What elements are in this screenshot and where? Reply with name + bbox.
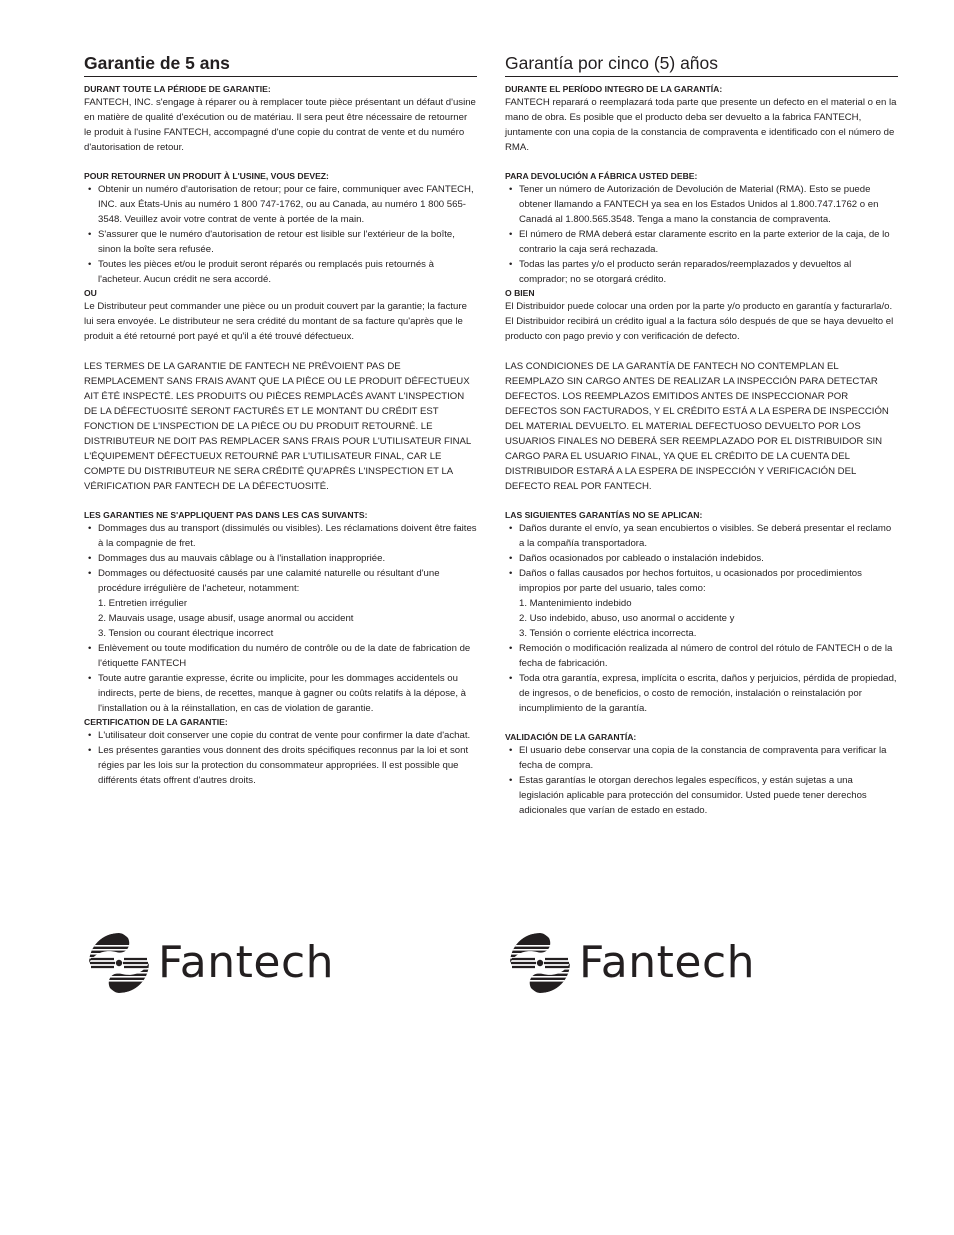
warranty-column-fr [84,52,477,788]
fantech-swirl-icon [507,932,573,994]
list-item: • Daños durante el envío, ya sean encubiertos o visibles. Se deberá presentar el reclamo a la compañía transportadora. [505,521,898,551]
numbered-sublist-es [519,596,898,641]
section-heading-period-es: DURANTE EL PERÍODO INTEGRO DE LA GARANTÍA: [505,84,723,94]
list-item: • Estas garantías le otorgan derechos legales específicos, y están sujetas a una legislación aplicable para protección del consumidor. Usted puede tener derechos adicionales que varían de estado en estado. [505,773,898,818]
list-item: • Les présentes garanties vous donnent des droits spécifiques reconnus par la loi et sont régies par les lois sur la protection du consommateur appropriées. Il est possible que différents états offrent d'autres droits. [84,743,477,788]
exclusions-list-fr [84,521,477,716]
list-item: • El usuario debe conservar una copia de la constancia de compraventa para verificar la fecha de compra. [505,743,898,773]
list-item: 2. Mauvais usage, usage abusif, usage anormal ou accident [98,613,354,624]
section-text-period-fr: FANTECH, INC. s'engage à réparer ou à remplacer toute pièce présentant un défaut d'usine en matière de qualité d'exécution ou de matériau. Il sera peut être nécessaire de retourner le produit à l'usine FANTECH, accompagné d'une copie du contrat de vente et du numéro d'autorisation de retour. [84,97,476,153]
warranty-column-es [505,52,898,818]
validation-list-es [505,743,898,818]
list-item: • Toda otra garantía, expresa, implícita o escrita, daños y perjuicios, pérdida de propiedad, de ingresos, o de beneficios, o costo de remoción, instalación o reinstalación por incumplimiento de la garantía. [505,671,898,716]
list-item: • Toute autre garantie expresse, écrite ou implicite, pour les dommages accidentels ou indirects, perte de biens, de recettes, manque à gagner ou coûts relatifs à la dépose, à l'installation ou à la réinstallation, en cas de violation de garantie. [84,671,477,716]
section-heading-return-es: PARA DEVOLUCIÓN A FÁBRICA USTED DEBE: [505,171,698,181]
list-item: • L'utilisateur doit conserver une copie du contrat de vente pour confirmer la date d'achat. [84,728,477,743]
return-list-fr [84,182,477,287]
section-text-period-es: FANTECH reparará o reemplazará toda parte que presente un defecto en el material o en la mano de obra. Es posible que el producto deba ser devuelto a la fabrica FANTECH, juntamente con una copia de la constancia de compraventa e identificado con el número de RMA. [505,97,897,153]
fantech-wordmark: Fantech [579,937,756,988]
section-text-or-es: El Distribuidor puede colocar una orden por la parte y/o producto en garantía y facturarla/o. El Distribuidor recibirá un crédito igual a la factura sólo después de que se haya devuelto el producto con pago previo y con verificación de defecto. [505,301,894,342]
list-item: • S'assurer que le numéro d'autorisation de retour est lisible sur l'extérieur de la boîte, sinon la boîte sera refusée. [84,227,477,257]
list-item: 1. Entretien irrégulier [98,598,188,609]
section-heading-validation-es: VALIDACIÓN DE LA GARANTÍA: [505,732,637,742]
terms-text-es: LAS CONDICIONES DE LA GARANTÍA DE FANTECH NO CONTEMPLAN EL REEMPLAZO SIN CARGO ANTES DE REALIZAR LA INSPECCIÓN PARA DETECTAR DEFECTOS. LOS REEMPLAZOS EMITIDOS ANTES DE INSPECCIONAR POR DEFECTOS SON FACTURADOS, Y EL CRÉDITO ESTÁ A LA ESPERA DE INSPECCIÓN DEL MATERIAL DEVUELTO. EL MATERIAL DEFECTUOSO DEVUELTO POR LOS USUARIOS FINALES NO DEBERÁ SER REEMPLAZADO POR EL DISTRIBUIDOR SIN CARGO PARA EL USUARIO FINAL, YA QUE EL CRÉDITO DE LA CUENTA DEL DISTRIBUIDOR ESTARÁ A LA ESPERA DE INSPECCIÓN Y VERIFICACIÓN DEL DEFECTO REAL POR FANTECH. [505,361,889,492]
list-item: 3. Tensión o corriente eléctrica incorrecta. [519,628,697,639]
section-heading-period-fr: DURANT TOUTE LA PÉRIODE DE GARANTIE: [84,84,271,94]
warranty-title-fr: Garantie de 5 ans [84,52,477,77]
list-item: 1. Mantenimiento indebido [519,598,632,609]
section-heading-exclusions-fr: LES GARANTIES NE S'APPLIQUENT PAS DANS LES CAS SUIVANTS: [84,510,368,520]
fantech-logo-es [507,932,755,994]
fantech-wordmark: Fantech [158,937,335,988]
warranty-title-es: Garantía por cinco (5) años [505,52,898,77]
list-item: • Toutes les pièces et/ou le produit seront réparés ou remplacés puis retournés à l'acheteur. Aucun crédit ne sera accordé. [84,257,477,287]
list-item: 3. Tension ou courant électrique incorrect [98,628,274,639]
return-list-es [505,182,898,287]
fantech-swirl-icon [86,932,152,994]
section-heading-return-fr: POUR RETOURNER UN PRODUIT À L'USINE, VOUS DEVEZ: [84,171,329,181]
section-heading-certification-fr: CERTIFICATION DE LA GARANTIE: [84,717,228,727]
list-item: • Obtenir un numéro d'autorisation de retour; pour ce faire, communiquer avec FANTECH, INC. aux États-Unis au numéro 1 800 747-1762, ou au Canada, au numéro 1 800 565-3548. Veuillez avoir votre contrat de vente à portée de la main. [84,182,477,227]
list-item: • El número de RMA deberá estar claramente escrito en la parte exterior de la caja, de lo contrario la caja será rechazada. [505,227,898,257]
certification-list-fr [84,728,477,788]
list-item: • Enlèvement ou toute modification du numéro de contrôle ou de la date de fabrication de l'étiquette FANTECH [84,641,477,671]
list-item: • Daños ocasionados por cableado o instalación indebidos. [505,551,898,566]
list-item: • Remoción o modificación realizada al número de control del rótulo de FANTECH o de la fecha de fabricación. [505,641,898,671]
section-heading-or-es: O BIEN [505,288,535,298]
numbered-sublist-fr [98,596,477,641]
list-item: • Dommages dus au transport (dissimulés ou visibles). Les réclamations doivent être faites à la compagnie de fret. [84,521,477,551]
list-item: • Dommages ou défectuosité causés par une calamité naturelle ou résultant d'une procédure irrégulière de l'acheteur, notamment: 1. Entretien irrégulier 2. Mauvais usage, usage abusif, usage anormal ou accident 3. Tension ou courant électrique incorrect [84,566,477,641]
list-item: • Todas las partes y/o el producto serán reparados/reemplazados y devueltos al comprador; no se otorgará crédito. [505,257,898,287]
list-item: • Dommages dus au mauvais câblage ou à l'installation inappropriée. [84,551,477,566]
fantech-logo-fr [86,932,334,994]
section-text-or-fr: Le Distributeur peut commander une pièce ou un produit couvert par la garantie; la facture lui sera envoyée. Le distributeur ne sera crédité du montant de sa facture qu'après que le produit a été retourné port payé et qu'il a été trouvé défectueux. [84,301,467,342]
exclusions-list-es [505,521,898,716]
section-heading-or-fr: OU [84,288,97,298]
list-item: 2. Uso indebido, abuso, uso anormal o accidente y [519,613,735,624]
section-heading-exclusions-es: LAS SIGUIENTES GARANTÍAS NO SE APLICAN: [505,510,703,520]
list-item: • Tener un número de Autorización de Devolución de Material (RMA). Esto se puede obtener llamando a FANTECH ya sea en los Estados Unidos al 1.800.747.1762 o en Canadá al 1.800.565.3548. Tenga a mano la constancia de compraventa. [505,182,898,227]
terms-text-fr: LES TERMES DE LA GARANTIE DE FANTECH NE PRÉVOIENT PAS DE REMPLACEMENT SANS FRAIS AVANT QUE LA PIÈCE OU LE PRODUIT DÉFECTUEUX AIT ÉTÉ INSPECTÉ. LES PRODUITS OU PIÈCES REMPLACÉS AVANT L'INSPECTION DE LA DÉFECTUOSITÉ SERONT FACTURÉS ET LE MONTANT DU CRÉDIT EST FONCTION DE L'INSPECTION DE LA PIÈCE OU DU PRODUIT RETOURNÉ. LE DISTRIBUTEUR NE DOIT PAS REMPLACER SANS FRAIS POUR L'UTILISATEUR FINAL L'ÉQUIPEMENT DÉFECTUEUX RETOURNÉ PAR L'UTILISATEUR FINAL, CAR LE COMPTE DU DISTRIBUTEUR NE SERA CRÉDITÉ QU'APRÈS L'INSPECTION ET LA VÉRIFICATION PAR FANTECH DE LA DÉFECTUOSITÉ. [84,361,471,492]
list-item: • Daños o fallas causados por hechos fortuitos, u ocasionados por procedimientos impropios por parte del usuario, tales como: 1. Mantenimiento indebido 2. Uso indebido, abuso, uso anormal o accidente y 3. Tensión o corriente eléctrica incorrecta. [505,566,898,641]
